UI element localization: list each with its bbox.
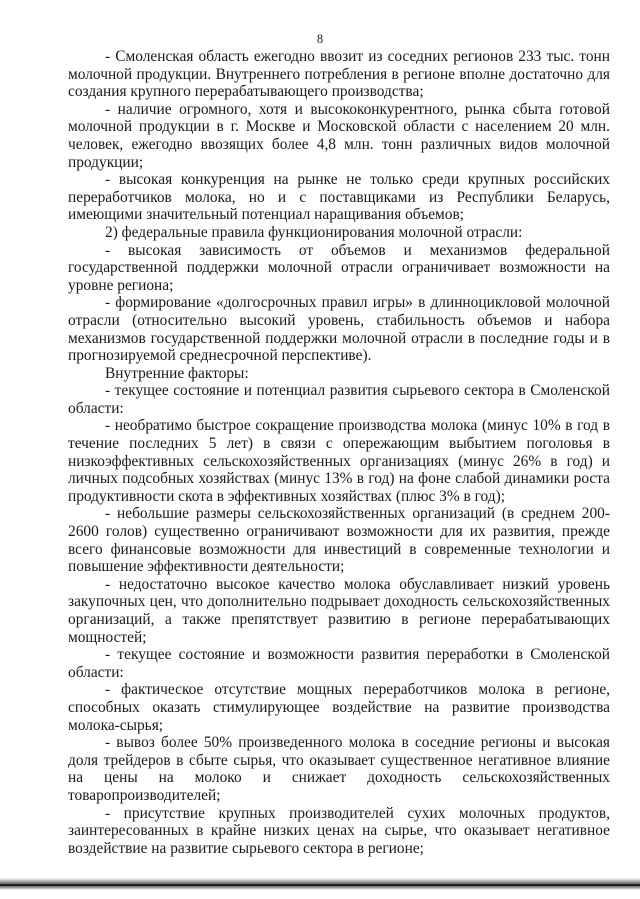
paragraph: - высокая конкуренция на рынке не только среди крупных российских переработчиков молока, но и с поставщиками из Республики Беларусь, имеющими значительный потенциал наращивания объемов; [68,171,610,224]
paragraph: - наличие огромного, хотя и высококонкурентного, рынка сбыта готовой молочной продукции в г. Москве и Московской области с населением 20 млн. человек, ежегодно ввозящих более 4,8 млн. тонн различных видов молочной продукции; [68,100,610,171]
paragraph: Внутренние факторы: [105,364,249,382]
paragraph: - фактическое отсутствие мощных переработчиков молока в регионе, способных оказать стимулирующее воздействие на развитие производства молока-сырья; [68,681,610,734]
paragraph: 2) федеральные правила функционирования молочной отрасли: [105,223,523,241]
paragraph: - недостаточно высокое качество молока обуславливает низкий уровень закупочных цен, что дополнительно подрывает доходность сельскохозяйственных организаций, а также препятствует развитию в регионе перерабатывающих мощностей; [68,575,610,646]
paragraph: - Смоленская область ежегодно ввозит из соседних регионов 233 тыс. тонн молочной продукции. Внутреннего потребления в регионе вполне достаточно для создания крупного перерабатывающего производства; [68,48,610,101]
paragraph: - необратимо быстрое сокращение производства молока (минус 10% в год в течение последних 5 лет) в связи с опережающим выбытием поголовья в низкоэффективных сельскохозяйственных организациях (минус 26% в год) и личных подсобных хозяйствах (минус 13% в год) на фоне слабой динамики роста продуктивности скота в эффективных хозяйствах (плюс 3% в год); [68,417,610,505]
paragraph: - высокая зависимость от объемов и механизмов федеральной государственной поддержки молочной отрасли ограничивает возможности на уровне региона; [68,241,610,294]
document-body [68,48,610,857]
paragraph: - небольшие размеры сельскохозяйственных организаций (в среднем 200-2600 голов) существенно ограничивают возможности для их развития, прежде всего финансовые возможности для инвестиций в современные технологии и повышение эффективности деятельности; [68,505,610,576]
paragraph: - текущее состояние и возможности развития переработки в Смоленской области: [68,646,610,681]
scan-edge-line [0,884,640,886]
paragraph: - текущее состояние и потенциал развития сырьевого сектора в Смоленской области: [68,382,610,417]
paragraph: - присутствие крупных производителей сухих молочных продуктов, заинтересованных в крайне низких ценах на сырье, что оказывает негативное воздействие на развитие сырьевого сектора в регионе; [68,804,610,857]
paragraph: - формирование «долгосрочных правил игры» в длинноцикловой молочной отрасли (относительно высокий уровень, стабильность объемов и набора механизмов государственной поддержки молочной отрасли в последние годы и в прогнозируемой среднесрочной перспективе). [68,294,610,365]
paragraph: - вывоз более 50% произведенного молока в соседние регионы и высокая доля трейдеров в сбыте сырья, что оказывает существенное негативное влияние на цены на молоко и снижает доходность сельскохозяйственных товаропроизводителей; [68,734,610,804]
page-number: 8 [316,32,324,46]
